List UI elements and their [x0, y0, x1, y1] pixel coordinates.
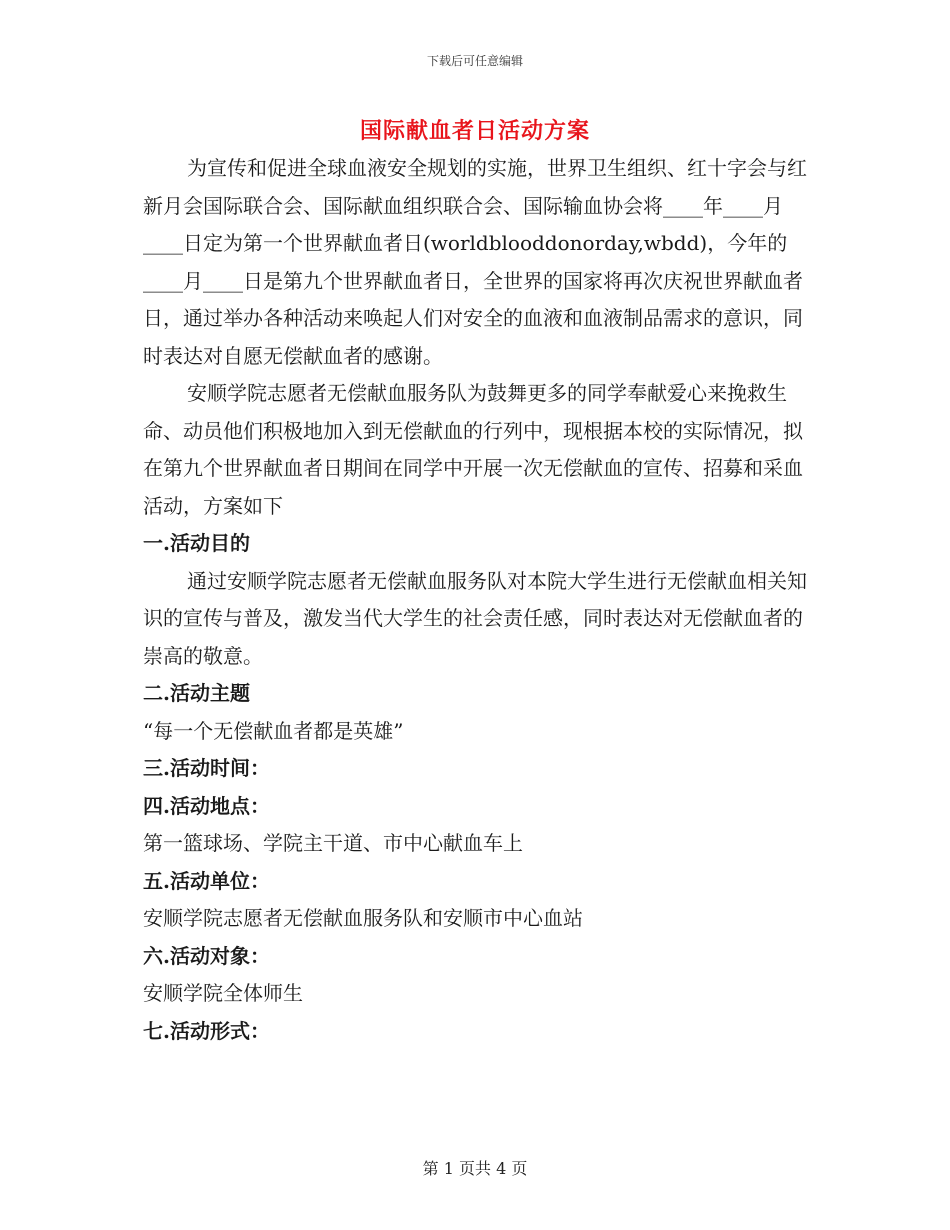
section-heading-organizer: 五.活动单位： — [143, 868, 270, 893]
section-body-organizer: 安顺学院志愿者无偿献血服务队和安顺市中心血站 — [143, 906, 583, 930]
document-title: 国际献血者日活动方案 — [359, 118, 590, 144]
page-header-note: 下载后可任意编辑 — [426, 54, 523, 68]
section-heading-time: 三.活动时间： — [143, 756, 270, 780]
section-body-purpose: 通过安顺学院志愿者无偿献血服务队对本院大学生进行无偿献血相关知识的宣传与普及，激发当代大学生的社会责任感，同时表达对无偿献血者的崇高的敬意。 — [143, 568, 807, 668]
section-heading-format: 七.活动形式： — [143, 1018, 270, 1043]
document-body — [143, 150, 807, 1050]
section-heading-location: 四.活动地点： — [143, 793, 270, 818]
intro-paragraph: 为宣传和促进全球血液安全规划的实施，世界卫生组织、红十字会与红新月会国际联合会、国际献血组织联合会、国际输血协会将____年____月____日定为第一个世界献血者日(worldblooddonorday,wbdd)，今年的____月____日是第九个世界献血者日，全世界的国家将再次庆祝世界献血者日，通过举办各种活动来唤起人们对安全的血液和血液制品需求的意识，同时表达对自愿无偿献血者的感谢。 — [143, 156, 807, 368]
section-heading-theme: 二.活动主题 — [143, 681, 250, 705]
section-heading-purpose: 一.活动目的 — [143, 531, 250, 555]
page-footer-number: 第 1 页共 4 页 — [422, 1159, 528, 1178]
section-body-location: 第一篮球场、学院主干道、市中心献血车上 — [143, 831, 523, 855]
section-heading-audience: 六.活动对象： — [143, 943, 270, 968]
section-body-audience: 安顺学院全体师生 — [143, 981, 303, 1005]
plan-paragraph: 安顺学院志愿者无偿献血服务队为鼓舞更多的同学奉献爱心来挽救生命、动员他们积极地加入到无偿献血的行列中，现根据本校的实际情况，拟在第九个世界献血者日期间在同学中开展一次无偿献血的宣传、招募和采血活动，方案如下 — [143, 381, 803, 518]
section-body-theme: “每一个无偿献血者都是英雄” — [143, 718, 404, 743]
